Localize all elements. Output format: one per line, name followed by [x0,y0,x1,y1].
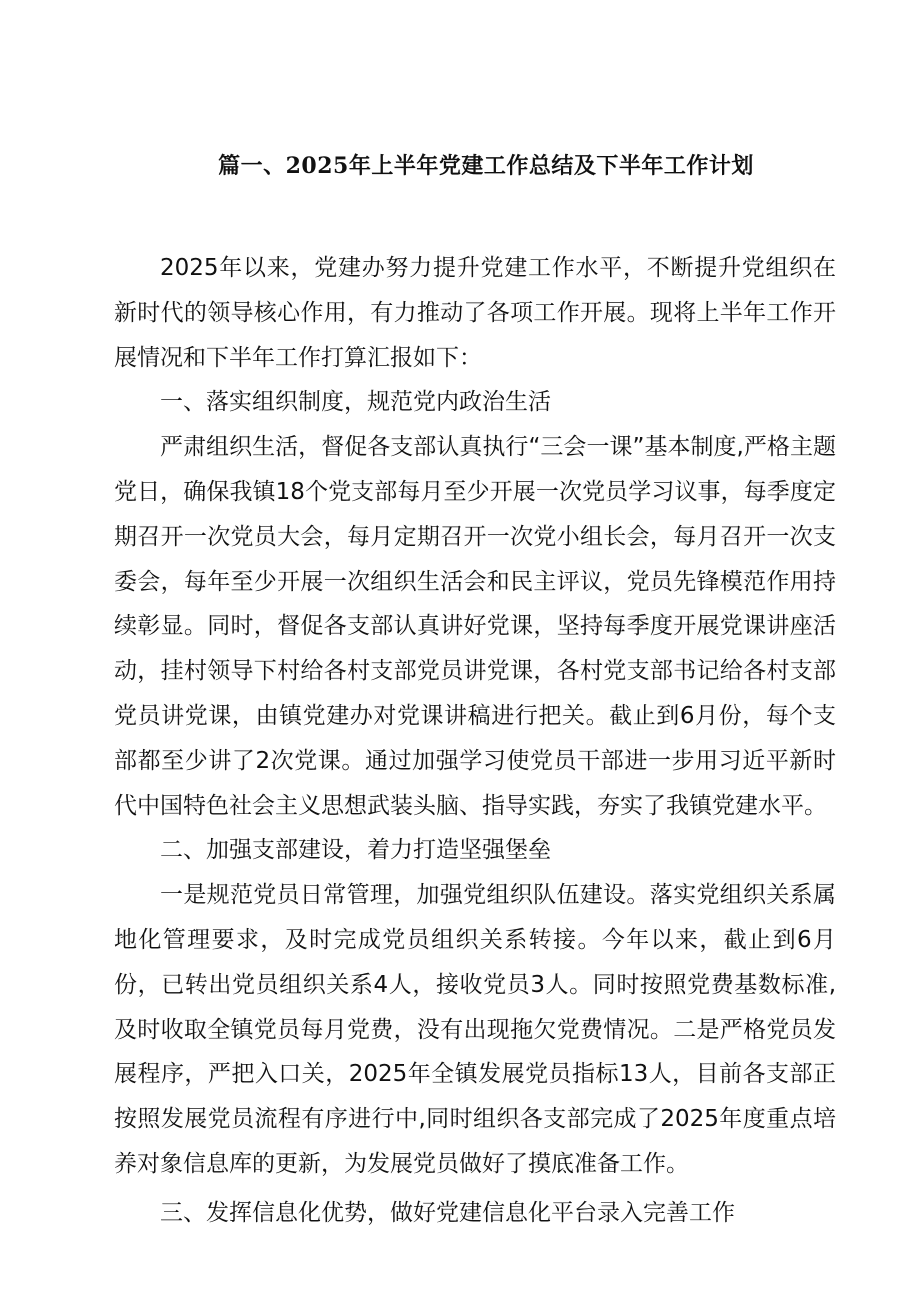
section-2-heading: 二、加强支部建设，着力打造坚强堡垒 [160,837,551,864]
document-title: 篇一、2025年上半年党建工作总结及下半年工作计划 [218,153,754,179]
section-2-body: 一是规范党员日常管理，加强党组织队伍建设。落实党组织关系属地化管理要求，及时完成党员组织关系转接。今年以来，截止到6月份，已转出党员组织关系4人，接收党员3人。同时按照党费基数标准,及时收取全镇党员每月党费，没有出现拖欠党费情况。二是严格党员发展程序，严把入口关，2025年全镇发展党员指标13人，目前各支部正按照发展党员流程有序进行中,同时组织各支部完成了2025年度重点培养对象信息库的更新，为发展党员做好了摸底准备工作。 [114,882,836,1177]
section-1-heading: 一、落实组织制度，规范党内政治生活 [160,389,551,416]
section-3-heading: 三、发挥信息化优势，做好党建信息化平台录入完善工作 [160,1199,735,1226]
section-1-body: 严肃组织生活，督促各支部认真执行“三会一课”基本制度,严格主题党日，确保我镇18个党支部每月至少开展一次党员学习议事，每季度定期召开一次党员大会，每月定期召开一次党小组长会，每月召开一次支委会，每年至少开展一次组织生活会和民主评议，党员先锋模范作用持续彰显。同时，督促各支部认真讲好党课，坚持每季度开展党课讲座活动，挂村领导下村给各村支部党员讲党课，各村党支部书记给各村支部党员讲党课，由镇党建办对党课讲稿进行把关。截止到6月份，每个支部都至少讲了2次党课。通过加强学习使党员干部进一步用习近平新时代中国特色社会主义思想武装头脑、指导实践，夯实了我镇党建水平。 [114,434,836,819]
intro-paragraph: 2025年以来，党建办努力提升党建工作水平，不断提升党组织在新时代的领导核心作用，有力推动了各项工作开展。现将上半年工作开展情况和下半年工作打算汇报如下： [114,255,836,371]
